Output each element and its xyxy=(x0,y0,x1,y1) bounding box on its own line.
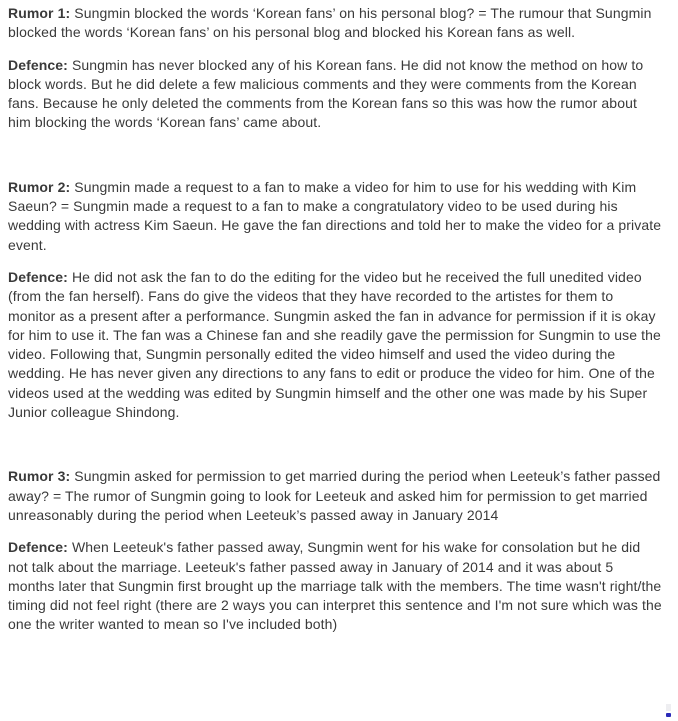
faint-speck-mark xyxy=(666,704,671,711)
defence-3-label: Defence: xyxy=(8,539,68,556)
defence-1-paragraph xyxy=(8,56,662,133)
defence-3-paragraph xyxy=(8,538,662,634)
blank-line xyxy=(8,146,662,165)
defence-2-label: Defence: xyxy=(8,268,68,285)
rumor-1-text: Sungmin blocked the words ‘Korean fans’ on his personal blog? = The rumour that Sungmin blocked the words ‘Korean fans’ on his personal blog and blocked his Korean fans as well. xyxy=(8,5,652,41)
rumor-3-text: Sungmin asked for permission to get married during the period when Leeteuk’s father passed away? = The rumor of Sungmin going to look for Leeteuk and asked him for permission to get married unreasonably during the period when Leeteuk’s passed away in January 2014 xyxy=(8,468,661,523)
defence-1-label: Defence: xyxy=(8,56,68,73)
rumor-2-paragraph xyxy=(8,178,662,255)
rumor-3-paragraph xyxy=(8,467,662,525)
rumor-2-label: Rumor 2: xyxy=(8,178,71,195)
rumor-3-label: Rumor 3: xyxy=(8,468,71,485)
defence-2-paragraph xyxy=(8,268,662,422)
rumor-1-paragraph xyxy=(8,4,662,43)
defence-3-text: When Leeteuk's father passed away, Sungmin went for his wake for consolation but he did not talk about the marriage. Leeteuk's father passed away in January of 2014 and it was about 5 months later that Sungmin first brought up the marriage talk with the members. The time wasn't right/the timing did not feel right (there are 2 ways you can interpret this sentence and I'm not sure which was the one the writer wanted to mean so I've included both) xyxy=(8,539,662,633)
stray-blue-dot xyxy=(666,713,671,717)
blank-line xyxy=(8,435,662,454)
defence-2-text: He did not ask the fan to do the editing for the video but he received the full unedited video (from the fan herself). Fans do give the videos that they have recorded to the artistes for them to monitor as a present after a performance. Sungmin asked the fan in advance for permission if it is okay for him to use it. The fan was a Chinese fan and she readily gave the permission for Sungmin to use the video. Following that, Sungmin personally edited the video himself and used the video during the wedding. He has never given any directions to any fans to edit or produce the video for him. One of the videos used at the wedding was edited by Sungmin himself and the other one was made by his Super Junior colleague Shindong. xyxy=(8,268,661,421)
rumor-2-text: Sungmin made a request to a fan to make a video for him to use for his wedding with Kim Saeun? = Sungmin made a request to a fan to make a congratulatory video to be used during his wedding with actress Kim Saeun. He gave the fan directions and told her to make the video for a private event. xyxy=(8,178,662,253)
defence-1-text: Sungmin has never blocked any of his Korean fans. He did not know the method on how to block words. But he did delete a few malicious comments and they were comments from the Korean fans. Because he only deleted the comments from the Korean fans so this was how the rumor about him blocking the words ‘Korean fans’ came about. xyxy=(8,56,644,131)
rumor-1-label: Rumor 1: xyxy=(8,5,71,21)
